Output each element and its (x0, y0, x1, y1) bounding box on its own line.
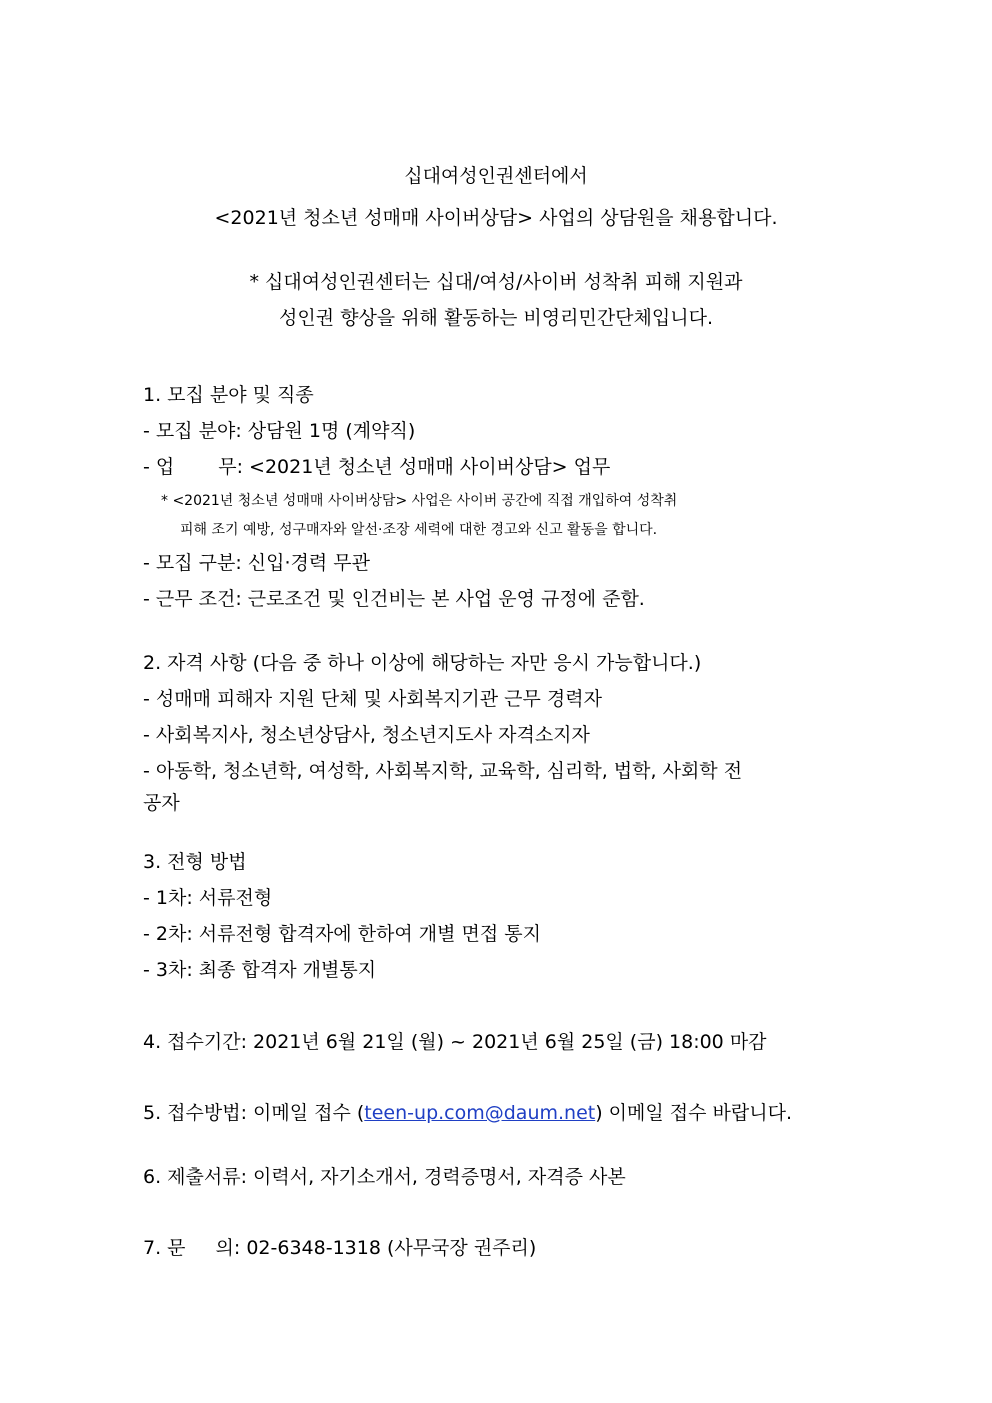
section6-documents: 6. 제출서류: 이력서, 자기소개서, 경력증명서, 자격증 사본 (143, 1166, 626, 1188)
section3-title: 3. 전형 방법 (143, 851, 247, 873)
section7-suffix: 의: 02-6348-1318 (사무국장 권주리) (215, 1237, 537, 1259)
intro-line2: 성인권 향상을 위해 활동하는 비영리민간단체입니다. (279, 307, 713, 329)
section1-type: - 모집 구분: 신입·경력 무관 (143, 552, 370, 574)
section1-note-line1: * <2021년 청소년 성매매 사이버상담> 사업은 사이버 공간에 직접 개입하여 성착취 (161, 493, 678, 509)
section2-item2: - 사회복지사, 청소년상담사, 청소년지도사 자격소지자 (143, 724, 590, 746)
section2-item3-line1: - 아동학, 청소년학, 여성학, 사회복지학, 교육학, 심리학, 법학, 사회학 전 (143, 760, 743, 782)
section2-item3-line2: 공자 (143, 792, 180, 814)
header-title-line2: <2021년 청소년 성매매 사이버상담> 사업의 상담원을 채용합니다. (214, 207, 778, 229)
section7-prefix: 7. 문 (143, 1237, 186, 1259)
section3-step2: - 2차: 서류전형 합격자에 한하여 개별 면접 통지 (143, 923, 541, 945)
section2-item1: - 성매매 피해자 지원 단체 및 사회복지기관 근무 경력자 (143, 688, 602, 710)
section5-prefix: 5. 접수방법: 이메일 접수 ( (143, 1102, 365, 1124)
section3-step3: - 3차: 최종 합격자 개별통지 (143, 959, 377, 981)
intro-line1: * 십대여성인권센터는 십대/여성/사이버 성착취 피해 지원과 (249, 271, 743, 293)
section1-note-line2: 피해 조기 예방, 성구매자와 알선·조장 세력에 대한 경고와 신고 활동을 합니다. (180, 522, 658, 538)
section5-method (143, 1101, 792, 1125)
section7-contact (143, 1236, 536, 1260)
section4-period: 4. 접수기간: 2021년 6월 21일 (월) ~ 2021년 6월 25일 (금) 18:00 마감 (143, 1031, 767, 1053)
section1-condition: - 근무 조건: 근로조건 및 인건비는 본 사업 운영 규정에 준함. (143, 588, 645, 610)
section5-suffix: ) 이메일 접수 바랍니다. (595, 1102, 792, 1124)
section1-duty (143, 455, 610, 479)
header-title-line1: 십대여성인권센터에서 (404, 165, 588, 187)
section1-title: 1. 모집 분야 및 직종 (143, 384, 314, 406)
section1-duty-prefix: - 업 (143, 456, 175, 478)
section1-duty-suffix: 무: <2021년 청소년 성매매 사이버상담> 업무 (218, 456, 611, 478)
section2-title: 2. 자격 사항 (다음 중 하나 이상에 해당하는 자만 응시 가능합니다.) (143, 652, 702, 674)
section3-step1: - 1차: 서류전형 (143, 887, 273, 909)
email-link[interactable]: teen-up.com@daum.net (364, 1102, 596, 1124)
section1-field: - 모집 분야: 상담원 1명 (계약직) (143, 420, 416, 442)
